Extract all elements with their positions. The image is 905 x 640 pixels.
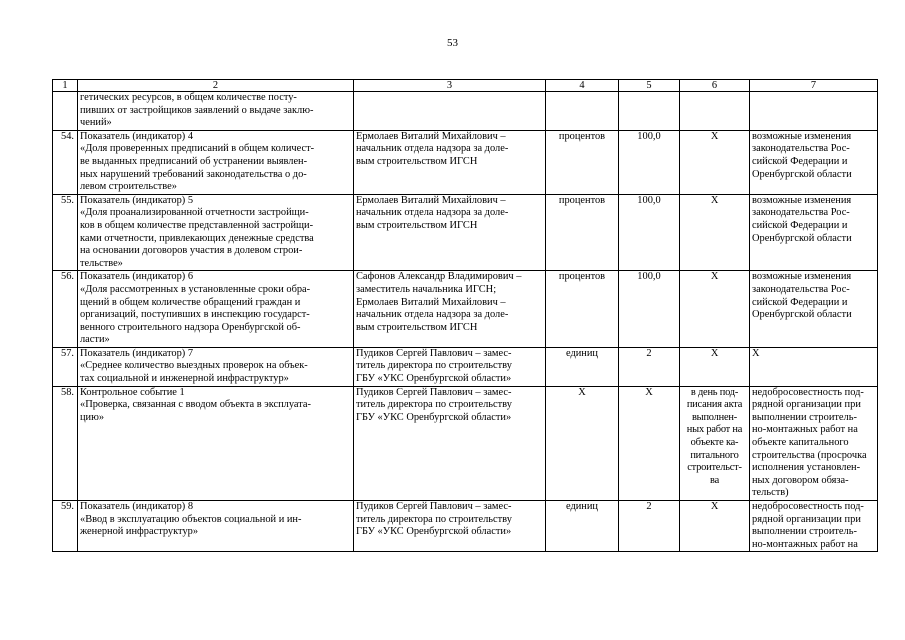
indicator-line: Показатель (индикатор) 4 (80, 130, 194, 142)
risk-cell (750, 386, 878, 500)
table-row (53, 501, 878, 552)
responsible-line: титель директора по строительству (356, 360, 512, 372)
risk-line: законодательства Рос- (752, 283, 850, 295)
deadline-line: питального (690, 449, 739, 461)
risk-line: объекте капитального (752, 437, 849, 449)
indicator-line: ласти» (80, 334, 110, 346)
responsible-line: вым строительством ИГСН (356, 219, 478, 231)
indicator-line: «Доля проверенных предписаний в общем количест- (80, 143, 315, 155)
risk-line: возможные изменения (752, 194, 852, 206)
deadline-cell (680, 194, 750, 271)
responsible-cell (354, 194, 546, 271)
indicator-line: Показатель (индикатор) 5 (80, 194, 194, 206)
indicator-line: «Доля проанализированной отчетности застройщи- (80, 207, 309, 219)
risk-cell (750, 92, 878, 131)
header-row (53, 80, 878, 92)
deadline-line: Х (710, 194, 719, 206)
unit-cell: Х (546, 386, 619, 500)
risk-line: выполнении строитель- (752, 411, 857, 423)
row-number-cell: 55. (53, 194, 78, 271)
responsible-line: вым строительством ИГСН (356, 321, 478, 333)
responsible-line: ГБУ «УКС Оренбургской области» (356, 373, 512, 385)
deadline-line: Х (710, 271, 719, 283)
risk-line: сийской Федерации и (752, 155, 848, 167)
responsible-cell (354, 92, 546, 131)
value-cell (619, 92, 680, 131)
responsible-line: Ермолаев Виталий Михайлович – (356, 194, 506, 206)
risk-line: Оренбургской области (752, 309, 852, 321)
indicator-cell (78, 347, 354, 386)
indicator-line: ков в общем количестве представленной застройщи- (80, 219, 314, 231)
risk-line: законодательства Рос- (752, 207, 850, 219)
risk-line: недобросовестность под- (752, 386, 864, 398)
indicator-line: «Доля рассмотренных в установленные сроки обра- (80, 283, 311, 295)
deadline-cell (680, 92, 750, 131)
value-cell: 100,0 (619, 271, 680, 348)
header-cell-col-1: 1 (53, 80, 78, 92)
deadline-line: Х (710, 130, 719, 142)
indicator-cell (78, 271, 354, 348)
responsible-cell (354, 347, 546, 386)
table-row (53, 347, 878, 386)
deadline-line: Х (710, 347, 719, 359)
risk-line: строительства (просрочка (752, 449, 867, 461)
responsible-line: титель директора по строительству (356, 399, 512, 411)
risk-cell (750, 501, 878, 552)
indicator-cell (78, 130, 354, 194)
value-cell: 100,0 (619, 130, 680, 194)
row-number-cell: 58. (53, 386, 78, 500)
responsible-line: вым строительством ИГСН (356, 155, 478, 167)
deadline-cell (680, 347, 750, 386)
header-cell-col-6: 6 (680, 80, 750, 92)
indicator-line: ных нарушений требований законодательства о до- (80, 168, 307, 180)
deadline-line: строительст- (687, 462, 742, 474)
indicator-line: женерной инфраструктур» (80, 526, 199, 538)
table-row (53, 271, 878, 348)
responsible-line: Ермолаев Виталий Михайлович – (356, 296, 506, 308)
risk-cell (750, 130, 878, 194)
responsible-cell (354, 271, 546, 348)
indicator-cell (78, 194, 354, 271)
responsible-line: Пудиков Сергей Павлович – замес- (356, 347, 512, 359)
responsible-line: начальник отдела надзора за доле- (356, 207, 509, 219)
risk-line: тельств) (752, 487, 789, 499)
row-number-cell: 56. (53, 271, 78, 348)
risk-line: но-монтажных работ на (752, 424, 858, 436)
deadline-line: писания акта (686, 399, 743, 411)
risk-line: Оренбургской области (752, 168, 852, 180)
deadline-cell (680, 271, 750, 348)
indicator-line: организаций, поступивших в инспекцию государст- (80, 309, 310, 321)
indicator-line: Показатель (индикатор) 6 (80, 271, 194, 283)
responsible-line: начальник отдела надзора за доле- (356, 309, 509, 321)
responsible-line: Ермолаев Виталий Михайлович – (356, 130, 506, 142)
header-cell-col-3: 3 (354, 80, 546, 92)
header-cell-col-7: 7 (750, 80, 878, 92)
page-number: 53 (447, 37, 458, 49)
indicator-line: «Ввод в эксплуатацию объектов социальной и ин- (80, 513, 302, 525)
row-number-cell: 54. (53, 130, 78, 194)
indicator-line: щений в общем количестве обращений граждан и (80, 296, 301, 308)
risk-line: сийской Федерации и (752, 296, 848, 308)
responsible-line: ГБУ «УКС Оренбургской области» (356, 411, 512, 423)
responsible-line: Пудиков Сергей Павлович – замес- (356, 386, 512, 398)
indicator-line: левом строительстве» (80, 181, 177, 193)
indicator-line: ве выданных предписаний об устранении выявлен- (80, 155, 308, 167)
row-number-cell (53, 92, 78, 131)
risk-line: сийской Федерации и (752, 219, 848, 231)
monitoring-table (52, 79, 878, 552)
responsible-cell (354, 386, 546, 500)
responsible-line: заместитель начальника ИГСН; (356, 283, 497, 295)
value-cell: 2 (619, 501, 680, 552)
value-cell: 2 (619, 347, 680, 386)
unit-cell: процентов (546, 130, 619, 194)
responsible-line: ГБУ «УКС Оренбургской области» (356, 526, 512, 538)
risk-line: выполнении строитель- (752, 526, 857, 538)
unit-cell: процентов (546, 271, 619, 348)
table-row (53, 92, 878, 131)
header-cell-col-2: 2 (78, 80, 354, 92)
responsible-line: Сафонов Александр Владимирович – (356, 271, 522, 283)
indicator-cell (78, 92, 354, 131)
risk-line: Х (752, 347, 760, 359)
indicator-line: Контрольное событие 1 (80, 386, 185, 398)
risk-line: возможные изменения (752, 130, 852, 142)
deadline-cell (680, 386, 750, 500)
indicator-line: тельстве» (80, 257, 123, 269)
table-row (53, 386, 878, 500)
indicator-line: «Среднее количество выездных проверок на объек- (80, 360, 308, 372)
indicator-line: ками отчетности, привлекающих денежные средства (80, 232, 314, 244)
deadline-line: объекте ка- (690, 437, 739, 449)
indicator-line: чений» (80, 117, 112, 129)
unit-cell: процентов (546, 194, 619, 271)
risk-cell (750, 194, 878, 271)
deadline-line: выполнен- (691, 411, 738, 423)
indicator-line: венного строительного надзора Оренбургской об- (80, 321, 301, 333)
responsible-line: титель директора по строительству (356, 513, 512, 525)
table-row (53, 194, 878, 271)
risk-line: но-монтажных работ на (752, 538, 858, 550)
risk-line: рядной организации при (752, 399, 861, 411)
responsible-cell (354, 501, 546, 552)
deadline-line: в день под- (690, 386, 739, 398)
deadline-line: ва (710, 474, 719, 486)
table-row (53, 130, 878, 194)
indicator-line: на основании договоров участия в долевом строи- (80, 245, 303, 257)
header-cell-col-4: 4 (546, 80, 619, 92)
header-cell-col-5: 5 (619, 80, 680, 92)
risk-line: рядной организации при (752, 513, 861, 525)
deadline-cell (680, 130, 750, 194)
deadline-line: Х (710, 501, 719, 512)
value-cell: Х (619, 386, 680, 500)
risk-line: законодательства Рос- (752, 143, 850, 155)
risk-cell (750, 271, 878, 348)
indicator-line: пивших от застройщиков заявлений о выдаче заклю- (80, 104, 314, 116)
risk-line: Оренбургской области (752, 232, 852, 244)
risk-line: ных договором обяза- (752, 474, 849, 486)
indicator-line: Показатель (индикатор) 8 (80, 501, 194, 512)
unit-cell: единиц (546, 347, 619, 386)
responsible-line: Пудиков Сергей Павлович – замес- (356, 501, 512, 512)
indicator-line: цию» (80, 411, 105, 423)
table-body (53, 92, 878, 552)
deadline-cell (680, 501, 750, 552)
responsible-line: начальник отдела надзора за доле- (356, 143, 509, 155)
unit-cell (546, 92, 619, 131)
indicator-cell (78, 386, 354, 500)
unit-cell: единиц (546, 501, 619, 552)
risk-line: возможные изменения (752, 271, 852, 283)
indicator-cell (78, 501, 354, 552)
row-number-cell: 59. (53, 501, 78, 552)
risk-cell (750, 347, 878, 386)
risk-line: исполнения установлен- (752, 462, 861, 474)
deadline-line: ных работ на (686, 424, 743, 436)
responsible-cell (354, 130, 546, 194)
indicator-line: гетических ресурсов, в общем количестве посту- (80, 92, 297, 103)
indicator-line: «Проверка, связанная с вводом объекта в эксплуата- (80, 399, 311, 411)
risk-line: недобросовестность под- (752, 501, 864, 512)
value-cell: 100,0 (619, 194, 680, 271)
indicator-line: тах социальной и инженерной инфраструктур» (80, 373, 289, 385)
row-number-cell: 57. (53, 347, 78, 386)
indicator-line: Показатель (индикатор) 7 (80, 347, 194, 359)
